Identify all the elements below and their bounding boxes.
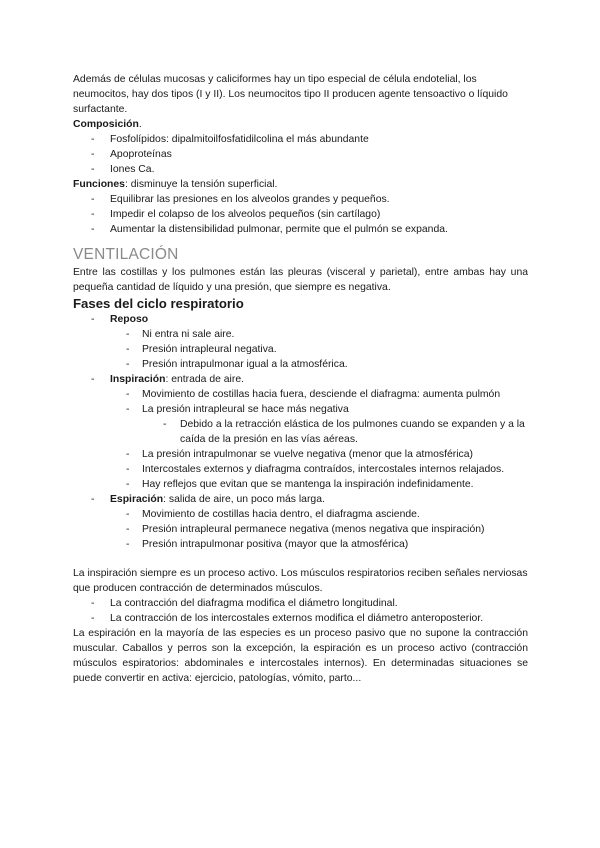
list-item: - Movimiento de costillas hacia fuera, desciende el diafragma: aumenta pulmón bbox=[73, 387, 528, 402]
espiracion-text: : salida de aire, un poco más larga. bbox=[163, 494, 325, 505]
list-item: - Intercostales externos y diafragma contraídos, intercostales internos relajados. bbox=[73, 462, 528, 477]
espiracion-paragraph: La espiración en la mayoría de las especies es un proceso pasivo que no supone la contracción muscular. Caballos y perros son la excepción, la espiración es un proceso activo (contracción músculos espiratorios: abdominales e intercostales internos). En determinadas situaciones se puede convertir en activa: ejercicio, patologías, vómito, parto... bbox=[73, 628, 528, 684]
list-item: - La contracción del diafragma modifica el diámetro longitudinal. bbox=[73, 596, 528, 611]
fase-espiracion-list bbox=[73, 492, 528, 507]
list-item: - Hay reflejos que evitan que se mantenga la inspiración indefinidamente. bbox=[73, 477, 528, 492]
list-item: - Equilibrar las presiones en los alveolos grandes y pequeños. bbox=[73, 192, 528, 207]
funciones-text: : disminuye la tensión superficial. bbox=[124, 179, 278, 190]
list-item: - Presión intrapleural negativa. bbox=[73, 342, 528, 357]
funciones-heading bbox=[73, 177, 528, 192]
composicion-heading: Composición. bbox=[73, 119, 142, 130]
list-item: - Presión intrapulmonar positiva (mayor que la atmosférica) bbox=[73, 537, 528, 552]
inspiracion-list bbox=[73, 387, 528, 417]
fases-title: Fases del ciclo respiratorio bbox=[73, 296, 244, 311]
fases-list bbox=[73, 312, 528, 327]
list-item: - Debido a la retracción elástica de los pulmones cuando se expanden y a la caída de la presión en las vías aéreas. bbox=[73, 417, 528, 447]
inspiracion-label: Inspiración bbox=[110, 374, 166, 385]
fase-reposo bbox=[73, 312, 528, 327]
list-item: - Presión intrapleural permanece negativa (menos negativa que inspiración) bbox=[73, 522, 528, 537]
activo-paragraph: La inspiración siempre es un proceso activo. Los músculos respiratorios reciben señales nerviosas que producen contracción de determinados músculos. bbox=[73, 568, 528, 594]
inspiracion-text: : entrada de aire. bbox=[165, 374, 244, 385]
list-item: - Fosfolípidos: dipalmitoilfosfatidilcolina el más abundante bbox=[73, 132, 528, 147]
ventilacion-intro: Entre las costillas y los pulmones están las pleuras (visceral y parietal), entre ambas hay una pequeña cantidad de líquido y una presión, que siempre es negativa. bbox=[73, 267, 528, 293]
espiracion-list bbox=[73, 507, 528, 552]
composicion-list bbox=[73, 132, 528, 177]
ventilacion-title: VENTILACIÓN bbox=[73, 246, 179, 263]
inspiracion-sublist bbox=[73, 417, 528, 447]
funciones-list bbox=[73, 192, 528, 237]
composicion-label: Composición bbox=[73, 119, 139, 130]
reposo-list bbox=[73, 327, 528, 372]
list-item: - Movimiento de costillas hacia dentro, el diafragma asciende. bbox=[73, 507, 528, 522]
list-item: - La presión intrapleural se hace más negativa bbox=[73, 402, 528, 417]
list-item: - Presión intrapulmonar igual a la atmosférica. bbox=[73, 357, 528, 372]
reposo-label: Reposo bbox=[110, 314, 149, 325]
activo-list bbox=[73, 596, 528, 626]
list-item: - Impedir el colapso de los alveolos pequeños (sin cartílago) bbox=[73, 207, 528, 222]
document-page bbox=[73, 72, 528, 686]
list-item: - Ni entra ni sale aire. bbox=[73, 327, 528, 342]
list-item: - La presión intrapulmonar se vuelve negativa (menor que la atmosférica) bbox=[73, 447, 528, 462]
list-item: - La contracción de los intercostales externos modifica el diámetro anteroposterior. bbox=[73, 611, 528, 626]
intro-paragraph: Además de células mucosas y caliciformes hay un tipo especial de célula endotelial, los neumocitos, hay dos tipos (I y II). Los neumocitos tipo II producen agente tensoactivo o líquido surfactante. bbox=[73, 74, 508, 115]
list-item: - Apoproteínas bbox=[73, 147, 528, 162]
espiracion-label: Espiración bbox=[110, 494, 164, 505]
list-item: - Aumentar la distensibilidad pulmonar, permite que el pulmón se expanda. bbox=[73, 222, 528, 237]
fase-espiracion bbox=[73, 492, 528, 507]
spacer bbox=[73, 552, 528, 566]
fase-inspiracion-list bbox=[73, 372, 528, 387]
funciones-label: Funciones bbox=[73, 179, 125, 190]
list-item: - Iones Ca. bbox=[73, 162, 528, 177]
fase-inspiracion bbox=[73, 372, 528, 387]
inspiracion-list-cont bbox=[73, 447, 528, 492]
